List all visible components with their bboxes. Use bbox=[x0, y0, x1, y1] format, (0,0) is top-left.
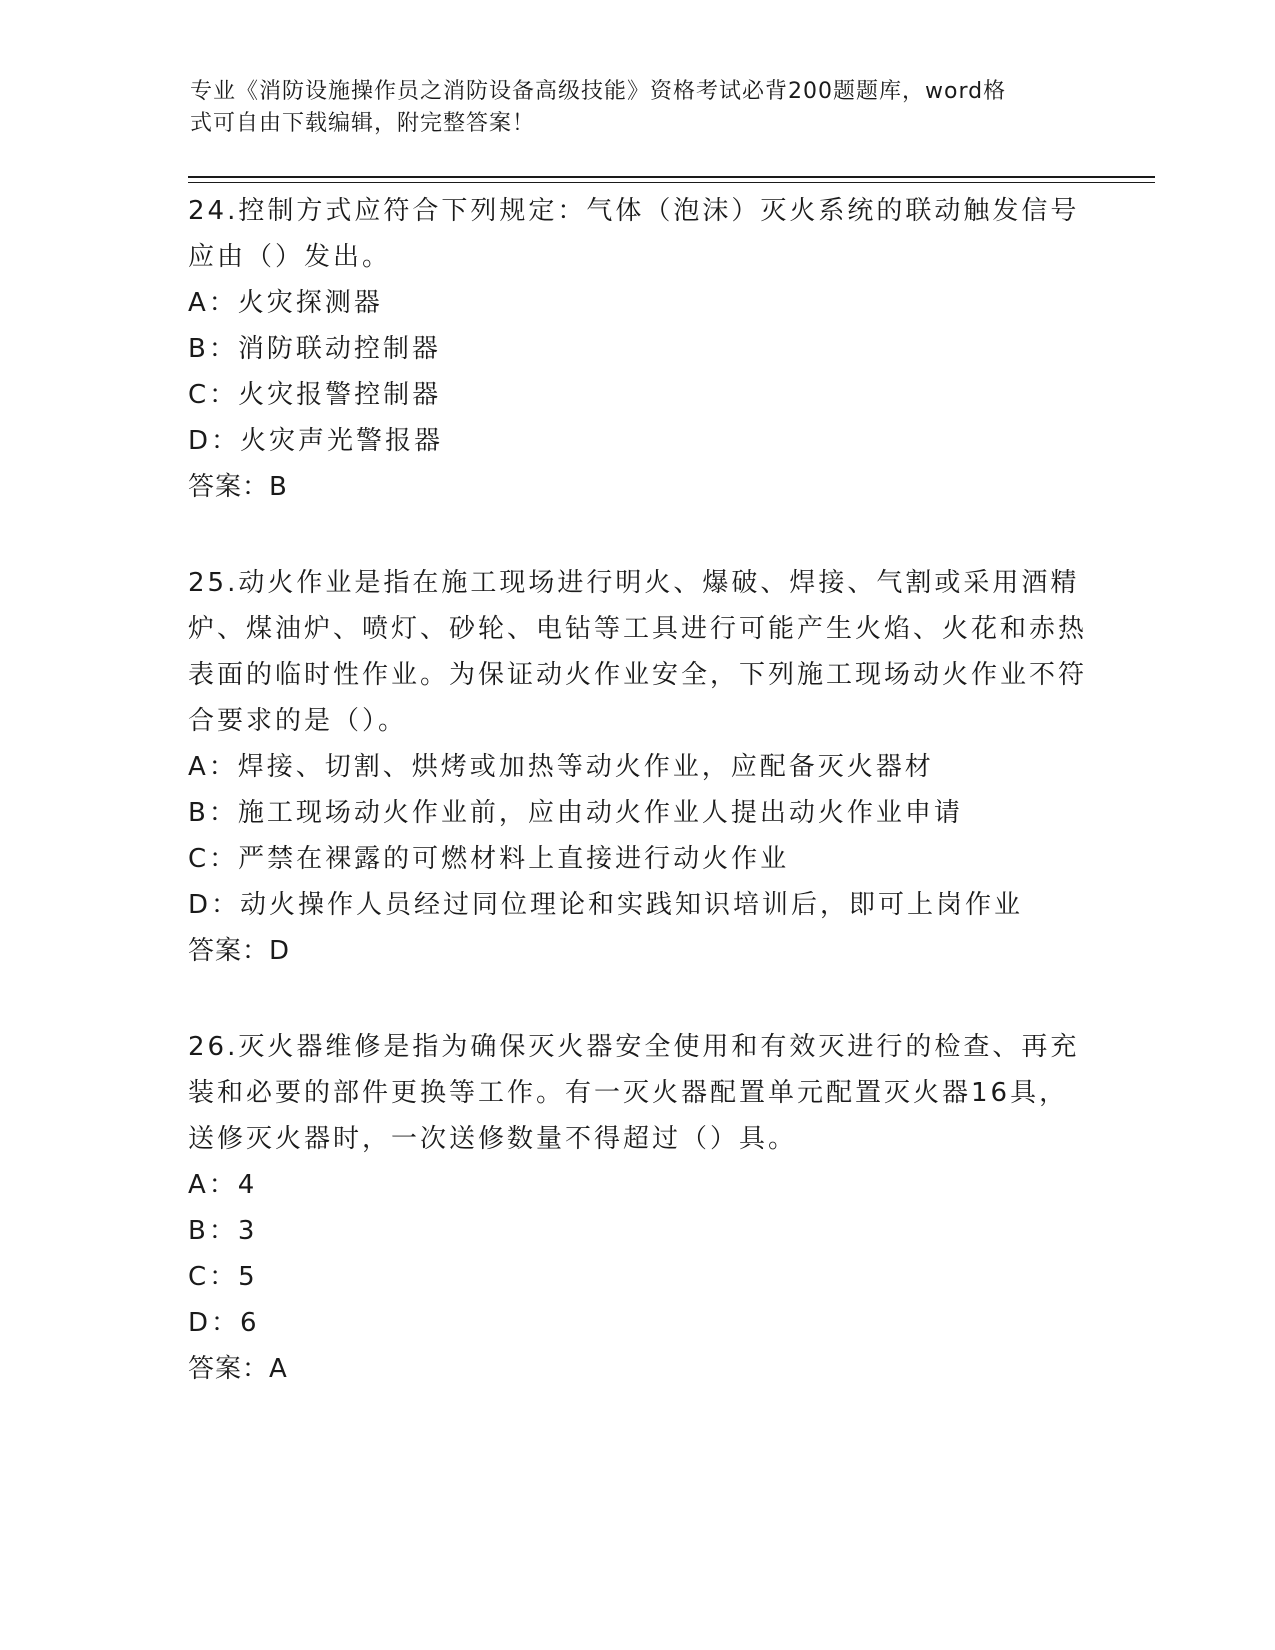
document-header bbox=[190, 76, 1090, 140]
question-text: 25.动火作业是指在施工现场进行明火、爆破、焊接、气割或采用酒精炉、煤油炉、喷灯、砂轮、电钻等工具进行可能产生火焰、火花和赤热表面的临时性作业。为保证动火作业安全，下列施工现场动火作业不符合要求的是（）。 bbox=[188, 568, 1088, 736]
answer-label: 答案：A bbox=[188, 1354, 288, 1384]
option-d: D：6 bbox=[188, 1308, 260, 1338]
option-d: D：动火操作人员经过同位理论和实践知识培训后，即可上岗作业 bbox=[188, 890, 1024, 920]
header-divider-thin bbox=[188, 182, 1155, 183]
option-a: A：4 bbox=[188, 1170, 258, 1200]
question-text: 24.控制方式应符合下列规定：气体（泡沫）灭火系统的联动触发信号应由（）发出。 bbox=[188, 196, 1080, 272]
option-c: C：火灾报警控制器 bbox=[188, 380, 442, 410]
answer-label: 答案：B bbox=[188, 472, 288, 502]
question-25 bbox=[188, 560, 1088, 974]
question-text: 26.灭火器维修是指为确保灭火器安全使用和有效灭进行的检查、再充装和必要的部件更换等工作。有一灭火器配置单元配置灭火器16具，送修灭火器时，一次送修数量不得超过（）具。 bbox=[188, 1032, 1080, 1154]
option-c: C：5 bbox=[188, 1262, 258, 1292]
header-line-2: 式可自由下载编辑，附完整答案！ bbox=[190, 111, 536, 136]
option-a: A：焊接、切割、烘烤或加热等动火作业，应配备灭火器材 bbox=[188, 752, 934, 782]
question-list bbox=[188, 188, 1088, 1442]
option-d: D：火灾声光警报器 bbox=[188, 426, 444, 456]
option-b: B：3 bbox=[188, 1216, 258, 1246]
option-c: C：严禁在裸露的可燃材料上直接进行动火作业 bbox=[188, 844, 790, 874]
question-24 bbox=[188, 188, 1088, 510]
header-divider-thick bbox=[188, 176, 1155, 178]
option-b: B：消防联动控制器 bbox=[188, 334, 441, 364]
option-a: A：火灾探测器 bbox=[188, 288, 383, 318]
question-26 bbox=[188, 1024, 1088, 1392]
option-b: B：施工现场动火作业前，应由动火作业人提出动火作业申请 bbox=[188, 798, 963, 828]
header-line-1: 专业《消防设施操作员之消防设备高级技能》资格考试必背200题题库，word格 bbox=[190, 79, 1007, 104]
answer-label: 答案：D bbox=[188, 936, 291, 966]
